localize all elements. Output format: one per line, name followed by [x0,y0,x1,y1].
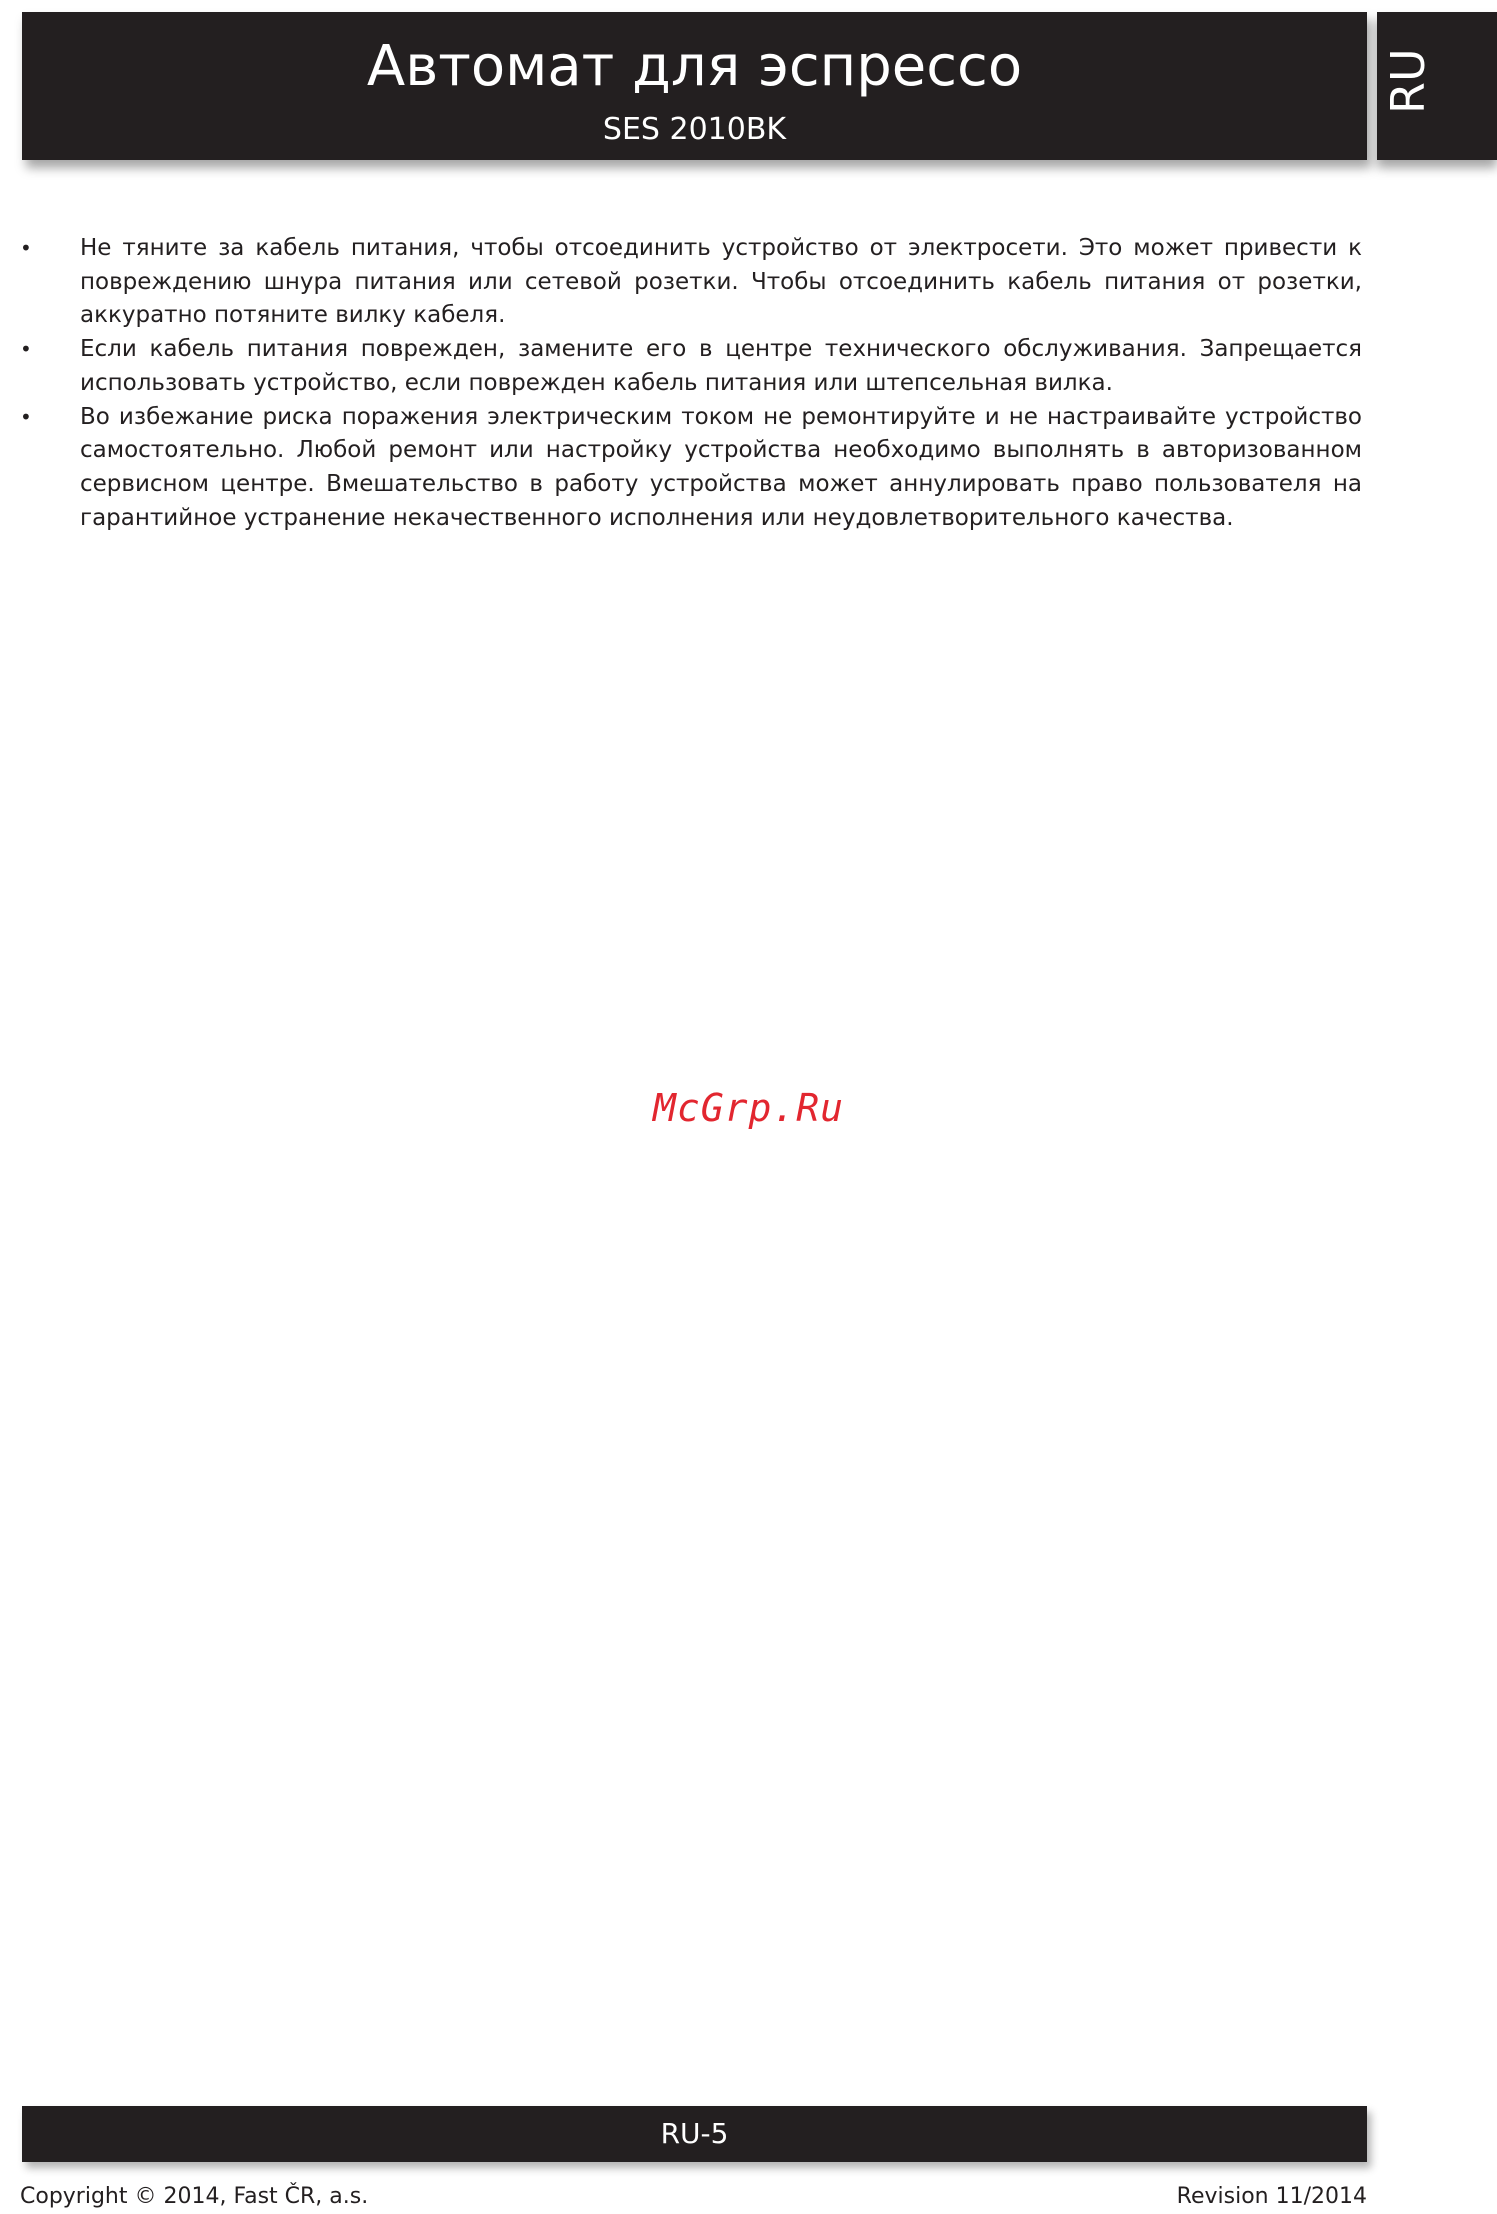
header-bar [22,12,1367,160]
bullet-marker: • [20,404,32,429]
footer-bar [22,2106,1367,2162]
copyright-text: Copyright © 2014, Fast ČR, a.s. [20,2184,369,2209]
list-item-text: Если кабель питания поврежден, замените его в центре технического обслуживания. Запрещается использовать устройство, если поврежден кабель питания или штепсельная вилка. [80,336,1362,396]
list-item-text: Во избежание риска поражения электрическим током не ремонтируйте и не настраивайте устройство самостоятельно. Любой ремонт или настройку устройства необходимо выполнять в авторизованном сервисном центре. Вмешательство в работу устройства может аннулировать право пользователя на гарантийное устранение некачественного исполнения или неудовлетворительного качества. [80,403,1362,531]
language-label: RU [1381,48,1435,114]
model-number: SES 2010BK [602,112,787,147]
document-title: Автомат для эспрессо [366,34,1023,99]
watermark-text: McGrp.Ru [652,1086,845,1130]
page-number: RU-5 [660,2117,729,2150]
bullet-marker: • [20,236,32,260]
list-item [20,232,1362,333]
bullet-marker: • [20,337,32,362]
safety-bullet-list [20,232,1362,535]
list-item [20,333,1362,400]
list-item-text: Не тяните за кабель питания, чтобы отсоединить устройство от электросети. Это может привести к повреждению шнура питания или сетевой розетки. Чтобы отсоединить кабель питания от розетки, аккуратно потяните вилку кабеля. [80,235,1362,329]
revision-text: Revision 11/2014 [1176,2184,1367,2209]
list-item [20,401,1362,536]
